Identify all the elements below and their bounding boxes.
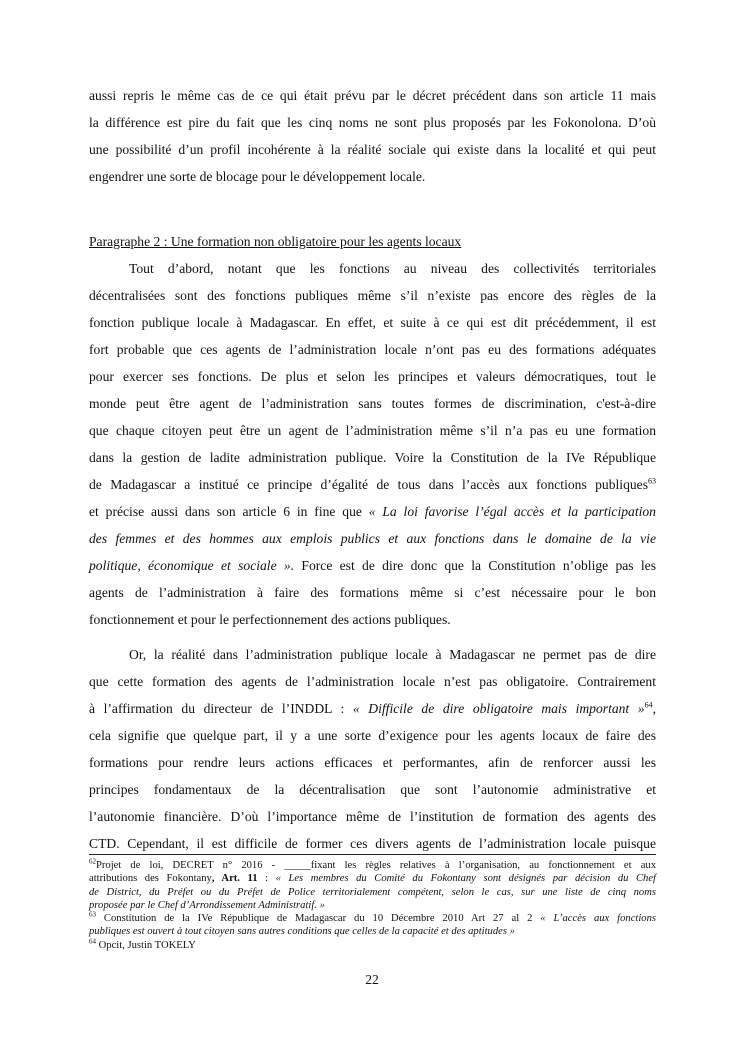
text-line: une possibilité d’un profil incohérente à la réalité sociale qui existe dans la localité et qui peut	[89, 142, 656, 157]
text-span: ,	[652, 701, 656, 716]
footnote-line	[89, 899, 656, 912]
text-line: agents de l’administration à faire des formations même si c’est nécessaire pour le bon	[89, 585, 656, 600]
footnote-line	[89, 886, 656, 899]
section-heading	[89, 228, 656, 255]
text-line: dans la gestion de ladite administration publique. Voire la Constitution de la IVe République	[89, 450, 656, 465]
text-span: à l’affirmation du directeur de l’INDDL :	[89, 701, 353, 716]
text-line: l’autonomie financière. D’où l’importance même de l’institution de formation des agents des	[89, 809, 656, 824]
text-line	[89, 471, 656, 498]
text-span: Projet de loi, DECRET n° 2016 - _____fixant les règles relatives à l’organisation, au fonctionnement et aux	[96, 860, 656, 871]
quote-span: « La loi favorise l’égal accès et la participation	[368, 504, 656, 519]
text-span: Opcit, Justin TOKELY	[96, 939, 196, 951]
footnote-63	[89, 912, 656, 939]
footnote-line	[89, 859, 656, 872]
spacer	[89, 633, 656, 641]
text-line: décentralisées sont des fonctions publiques même s’il n’existe pas encore des règles de la	[89, 288, 656, 303]
text-line: que chaque citoyen peut être un agent de l’administration même s’il n’a pas eu une formation	[89, 423, 656, 438]
text-line: la différence est pire du fait que les cinq noms ne sont plus proposés par les Fokonolona. D’où	[89, 115, 656, 130]
spacer	[89, 190, 656, 228]
footnote-line	[89, 925, 656, 938]
quote-span: publiques est ouvert à tout citoyen sans autres conditions que celles de la capacité et des aptitudes »	[89, 926, 515, 938]
quote-span: « Les membres du Comité du Fokontany sont désignés par décision du Chef	[275, 873, 656, 885]
footnote-line	[89, 872, 656, 885]
footnote-line	[89, 912, 656, 925]
paragraph-1	[89, 82, 656, 190]
footnote-ref-64[interactable]: 64	[644, 700, 653, 710]
page-number: 22	[365, 972, 379, 987]
footnotes	[89, 859, 656, 952]
text-line: formations pour rendre leurs actions efficaces et performantes, afin de renforcer aussi les	[89, 755, 656, 770]
text-line: cela signifie que quelque part, il y a une sorte d’exigence pour les agents locaux de faire des	[89, 728, 656, 743]
paragraph-3	[89, 641, 656, 857]
footnote-number: 62	[89, 857, 96, 866]
text-span: de Madagascar a institué ce principe d’égalité de tous dans l’accès aux fonctions publiques	[89, 477, 648, 492]
text-line: CTD. Cependant, il est difficile de former ces divers agents de l’administration locale puisque	[89, 836, 656, 851]
footnote-line	[89, 939, 656, 952]
text-line: monde peut être agent de l’administration sans toutes formes de discrimination, c'est-à-dire	[89, 396, 656, 411]
quote-span: des femmes et des hommes aux emplois publics et aux fonctions dans le domaine de la vie	[89, 531, 656, 546]
paragraph-2	[89, 255, 656, 633]
footnote-62	[89, 859, 656, 912]
footnote-number: 64	[89, 937, 96, 946]
text-line: principes fondamentaux de la décentralisation que sont l’autonomie administrative et	[89, 782, 656, 797]
text-line	[89, 552, 656, 579]
quote-span: politique, économique et sociale ».	[89, 558, 295, 573]
text-line: Tout d’abord, notant que les fonctions au niveau des collectivités territoriales	[129, 261, 656, 276]
text-span: :	[257, 873, 276, 885]
text-span: et précise aussi dans son article 6 in fine que	[89, 504, 369, 519]
text-line: engendrer une sorte de blocage pour le développement locale.	[89, 169, 426, 184]
text-span: Force est de dire donc que la Constitution n’oblige pas les	[294, 558, 656, 573]
text-line: Or, la réalité dans l’administration publique locale à Madagascar ne permet pas de dire	[129, 647, 656, 662]
footnote-number: 63	[89, 910, 96, 919]
text-line	[89, 498, 656, 525]
text-span: Constitution de la IVe République de Madagascar du 10 Décembre 2010 Art 27 al 2	[96, 913, 541, 925]
text-line: fort probable que ces agents de l’administration locale n’ont pas eu des formations adéquates	[89, 342, 656, 357]
section-heading-text: Paragraphe 2 : Une formation non obligatoire pour les agents locaux	[89, 234, 462, 249]
quote-span: proposée par le Chef d’Arrondissement Administratif. »	[89, 899, 325, 911]
footnote-ref-63[interactable]: 63	[648, 476, 656, 486]
bold-span: , Art. 11	[211, 873, 258, 885]
footnote-64	[89, 939, 656, 952]
text-line: fonction publique locale à Madagascar. En effet, et suite à ce qui est dit précédemment, il est	[89, 315, 656, 330]
document-page	[89, 82, 656, 857]
text-line	[89, 525, 656, 552]
text-span: attributions des Fokontany	[89, 873, 212, 885]
text-line	[89, 695, 656, 722]
text-line: pour exercer ses fonctions. De plus et selon les principes et valeurs démocratiques, tout le	[89, 369, 656, 384]
footnote-separator	[89, 854, 656, 855]
quote-span: « L’accès aux fonctions	[540, 913, 656, 925]
quote-span: « Difficile de dire obligatoire mais important »	[352, 701, 645, 716]
text-line: aussi repris le même cas de ce qui était prévu par le décret précédent dans son article 11 mais	[89, 88, 656, 103]
text-line: fonctionnement et pour le perfectionnement des actions publiques.	[89, 612, 451, 627]
text-line: que cette formation des agents de l’administration locale n’est pas obligatoire. Contrairement	[89, 674, 656, 689]
quote-span: de District, du Préfet ou du Préfet de Police territorialement compétent, selon le cas, sur une liste de cinq noms	[89, 886, 656, 898]
